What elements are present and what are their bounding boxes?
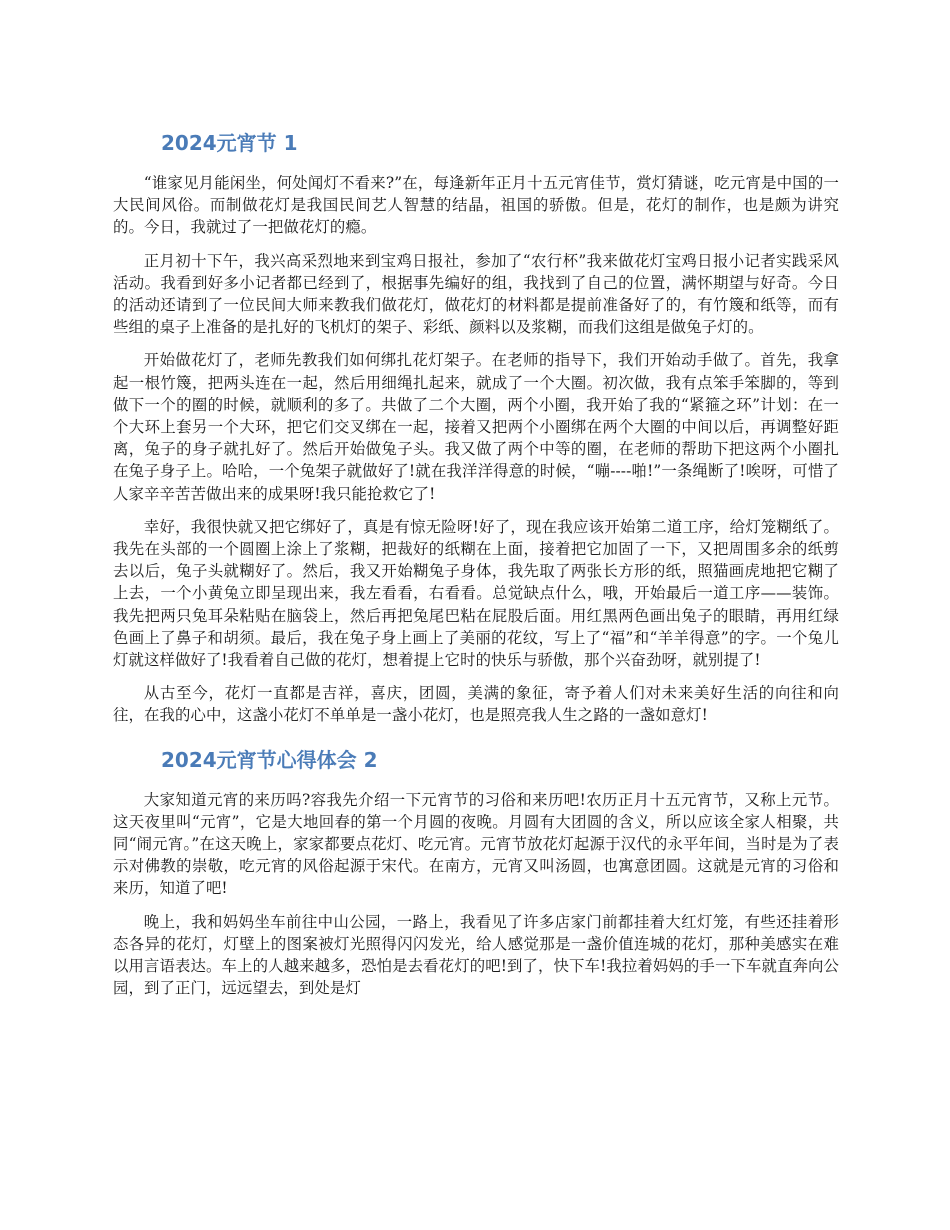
paragraph: 幸好，我很快就又把它绑好了，真是有惊无险呀!好了，现在我应该开始第二道工序，给灯笼糊纸了。我先在头部的一个圆圈上涂上了浆糊，把裁好的纸糊在上面，接着把它加固了一下，又把周围多余的纸剪去以后，兔子头就糊好了。然后，我又开始糊兔子身体，我先取了两张长方形的纸，照猫画虎地把它糊了上去，一个小黄兔立即呈现出来，我左看看，右看看。总觉缺点什么，哦，开始最后一道工序——装饰。我先把两只兔耳朵粘贴在脑袋上，然后再把兔尾巴粘在屁股后面。用红黑两色画出兔子的眼睛，再用红绿色画上了鼻子和胡须。最后，我在兔子身上画上了美丽的花纹，写上了“福”和“羊羊得意”的字。一个兔儿灯就这样做好了!我看着自己做的花灯，想着提上它时的快乐与骄傲，那个兴奋劲呀，就别提了! (113, 517, 839, 670)
paragraph: 正月初十下午，我兴高采烈地来到宝鸡日报社，参加了“农行杯”我来做花灯宝鸡日报小记者实践采风活动。我看到好多小记者都已经到了，根据事先编好的组，我找到了自己的位置，满怀期望与好奇。今日的活动还请到了一位民间大师来教我们做花灯，做花灯的材料都是提前准备好了的，有竹篾和纸等，而有些组的桌子上准备的是扎好的飞机灯的架子、彩纸、颜料以及浆糊，而我们这组是做兔子灯的。 (113, 251, 839, 337)
paragraph: 大家知道元宵的来历吗?容我先介绍一下元宵节的习俗和来历吧!农历正月十五元宵节，又称上元节。这天夜里叫“元宵”，它是大地回春的第一个月圆的夜晚。月圆有大团圆的含义，所以应该全家人相聚，共同“闹元宵。”在这天晚上，家家都要点花灯、吃元宵。元宵节放花灯起源于汉代的永平年间，当时是为了表示对佛教的崇敬，吃元宵的风俗起源于宋代。在南方，元宵又叫汤圆，也寓意团圆。这就是元宵的习俗和来历，知道了吧! (113, 790, 839, 898)
section-title-1: 2024元宵节 1 (161, 131, 298, 155)
paragraph: 晚上，我和妈妈坐车前往中山公园，一路上，我看见了许多店家门前都挂着大红灯笼，有些还挂着形态各异的花灯，灯壁上的图案被灯光照得闪闪发光，给人感觉那是一盏价值连城的花灯，那种美感实在难以用言语表达。车上的人越来越多，恐怕是去看花灯的吧!到了，快下车!我拉着妈妈的手一下车就直奔向公园，到了正门，远远望去，到处是灯 (113, 912, 839, 998)
document-body (113, 128, 839, 1011)
paragraph: “谁家见月能闲坐，何处闻灯不看来?”在，每逢新年正月十五元宵佳节，赏灯猜谜，吃元宵是中国的一大民间风俗。而制做花灯是我国民间艺人智慧的结晶，祖国的骄傲。但是，花灯的制作，也是颇为讲究的。今日，我就过了一把做花灯的瘾。 (113, 174, 839, 237)
paragraph: 从古至今，花灯一直都是吉祥，喜庆，团圆，美满的象征，寄予着人们对未来美好生活的向往和向往，在我的心中，这盏小花灯不单单是一盏小花灯，也是照亮我人生之路的一盏如意灯! (113, 684, 839, 725)
section-title-2: 2024元宵节心得体会 2 (161, 747, 378, 772)
paragraph: 开始做花灯了，老师先教我们如何绑扎花灯架子。在老师的指导下，我们开始动手做了。首先，我拿起一根竹篾，把两头连在一起，然后用细绳扎起来，就成了一个大圈。初次做，我有点笨手笨脚的，等到做下一个的圈的时候，就顺利的多了。共做了二个大圈，两个小圈，我开始了我的“紧箍之环”计划：在一个大环上套另一个大环，把它们交叉绑在一起，接着又把两个小圈绑在两个大圈的中间以后，再调整好距离，兔子的身子就扎好了。然后开始做兔子头。我又做了两个中等的圈，在老师的帮助下把这两个小圈扎在兔子身子上。哈哈，一个兔架子就做好了!就在我洋洋得意的时候，“嘣----啪!”一条绳断了!唉呀，可惜了人家辛辛苦苦做出来的成果呀!我只能抢救它了! (113, 351, 839, 503)
